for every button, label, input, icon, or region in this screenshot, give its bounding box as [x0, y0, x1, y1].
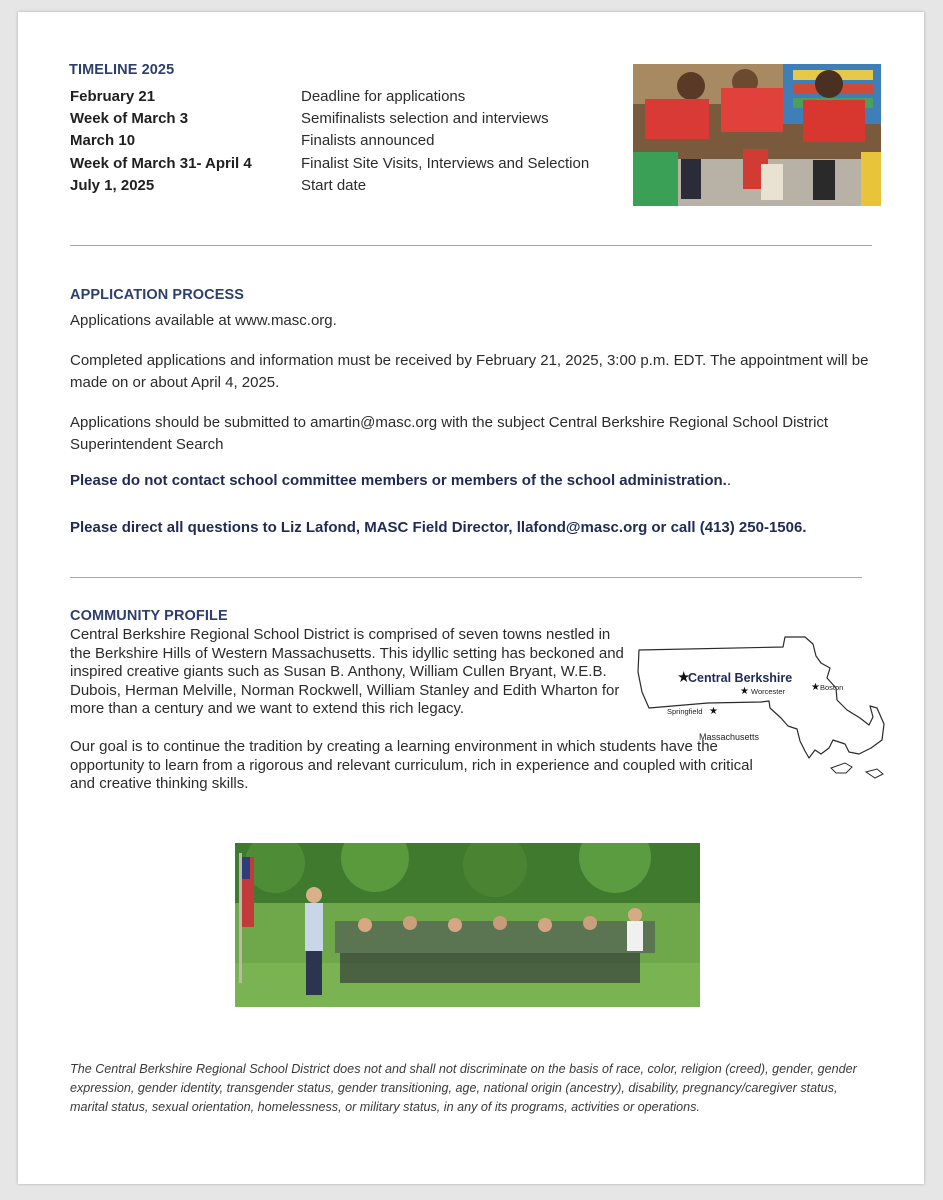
map-label-worcester: Worcester	[751, 687, 786, 696]
school-band-photo	[235, 843, 700, 1007]
timeline-date: February 21	[70, 88, 156, 105]
timeline-date: July 1, 2025	[70, 177, 155, 194]
community-paragraph: Central Berkshire Regional School District is comprised of seven towns nestled in the Berkshire Hills of Western Massachusetts. This idyllic setting has beckoned and inspired creative giants such as Susan B. Anthony, William Cullen Bryant, W.E.B. Dubois, Herman Melville, Norman Rockwell, William Stanley and Edith Wharton for more than a century and we want to extend this rich legacy.	[70, 626, 624, 718]
contact-warning	[70, 472, 731, 489]
contact-warning-text: Please do not contact school committee members or members of the school administration.	[70, 472, 727, 489]
state-outline	[638, 637, 884, 758]
contact-warning-tail: .	[726, 472, 731, 489]
island-marthas-vineyard	[831, 763, 852, 773]
map-label-boston: Boston	[820, 683, 844, 692]
timeline-date: Week of March 3	[70, 110, 189, 127]
timeline-event: Finalists announced	[301, 132, 435, 149]
nondiscrimination-statement: The Central Berkshire Regional School District does not and shall not discriminate on the basis of race, color, religion (creed), gender, gender expression, gender identity, transgender status, gender transitioning, age, national origin (ancestry), disability, pregnancy/caregiver status, marital status, sexual orientation, homelessness, or military status, in any of its programs, activities or operations.	[70, 1062, 857, 1114]
community-heading: COMMUNITY PROFILE	[70, 608, 228, 624]
star-icon: ★	[709, 706, 718, 717]
timeline-date: March 10	[70, 132, 136, 149]
application-paragraph: Applications available at www.masc.org.	[70, 312, 337, 329]
timeline-date: Week of March 31- April 4	[70, 155, 252, 172]
section-divider	[70, 245, 872, 246]
island-nantucket	[866, 769, 883, 778]
children-reading-photo	[633, 64, 881, 206]
questions-note: Please direct all questions to Liz Lafond, MASC Field Director, llafond@masc.org or call (413) 250-1506.	[70, 519, 807, 536]
timeline-row	[70, 86, 630, 108]
application-paragraph: Completed applications and information must be received by February 21, 2025, 3:00 p.m. EDT. The appointment will be made on or about April 4, 2025.	[70, 352, 869, 391]
timeline-row	[70, 175, 630, 197]
community-paragraph: Our goal is to continue the tradition by creating a learning environment in which students have the opportunity to learn from a rigorous and relevant curriculum, rich in experience and coupled with critical and creative thinking skills.	[70, 738, 753, 793]
application-paragraph: Applications should be submitted to amartin@masc.org with the subject Central Berkshire Regional School District Superintendent Search	[70, 414, 829, 453]
star-icon: ★	[811, 682, 820, 693]
section-divider	[70, 577, 862, 578]
timeline-event: Finalist Site Visits, Interviews and Selection	[301, 155, 590, 172]
timeline-event: Deadline for applications	[301, 88, 466, 105]
map-label-central-berkshire: Central Berkshire	[688, 671, 793, 685]
timeline-row	[70, 130, 630, 152]
timeline-row	[70, 153, 630, 175]
map-label-springfield: Springfield	[667, 707, 703, 716]
star-icon: ★	[677, 669, 691, 686]
timeline-row	[70, 108, 630, 130]
star-icon: ★	[740, 686, 749, 697]
map-label-state: Massachusetts	[699, 732, 760, 742]
timeline-event: Start date	[301, 177, 367, 194]
timeline-heading: TIMELINE 2025	[69, 62, 175, 78]
massachusetts-map	[633, 622, 889, 784]
document-page	[18, 12, 924, 1184]
application-heading: APPLICATION PROCESS	[70, 287, 245, 303]
timeline-event: Semifinalists selection and interviews	[301, 110, 549, 127]
